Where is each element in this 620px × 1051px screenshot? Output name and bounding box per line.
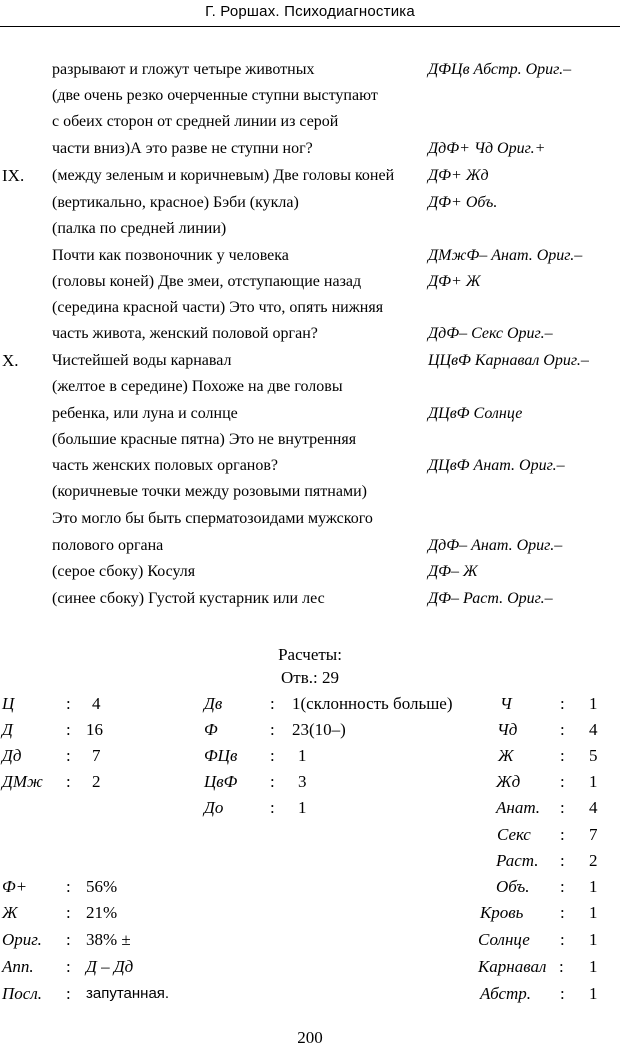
- score-row: [460, 825, 620, 849]
- response-line: [0, 298, 620, 322]
- score-separator: :: [270, 720, 275, 739]
- score-row: [460, 984, 620, 1008]
- score-label: Ц: [2, 694, 15, 713]
- response-line: [0, 112, 620, 136]
- score-separator: :: [270, 694, 275, 713]
- score-separator: :: [560, 851, 565, 870]
- score-label: Ж: [498, 746, 514, 765]
- score-label: Раст.: [496, 851, 539, 870]
- response-text: (головы коней) Две змеи, отступающие назад: [52, 273, 362, 290]
- score-label: Ориг.: [2, 930, 42, 949]
- score-label: ФЦв: [204, 746, 238, 765]
- response-line: [0, 509, 620, 533]
- score-row: [0, 720, 200, 744]
- card-number: X.: [2, 351, 19, 370]
- response-text: часть женских половых органов?: [52, 457, 279, 474]
- score-separator: :: [559, 957, 564, 976]
- response-text: Чистейшей воды карнавал: [52, 352, 232, 369]
- score-label: Анат.: [496, 798, 541, 817]
- score-label: ЦвФ: [204, 772, 238, 791]
- score-row: [0, 877, 250, 901]
- score-label: До: [204, 798, 224, 817]
- response-line: [0, 536, 620, 560]
- score-separator: :: [560, 772, 565, 791]
- score-row: [460, 903, 620, 927]
- score-value: 1: [298, 798, 307, 817]
- score-row: [200, 798, 460, 822]
- response-code: ДЦвФ Анат. Ориг.–: [428, 457, 565, 474]
- response-line: [0, 562, 620, 586]
- score-value: запутанная.: [86, 985, 170, 1002]
- response-code: ДФ+ Ж: [428, 273, 481, 290]
- score-separator: :: [560, 746, 565, 765]
- response-text: ребенка, или луна и солнце: [52, 405, 238, 422]
- score-separator: :: [270, 798, 275, 817]
- score-label: Ж: [2, 903, 18, 922]
- response-line: [0, 246, 620, 270]
- score-separator: :: [66, 720, 71, 739]
- score-value: 7: [589, 825, 598, 844]
- score-row: [0, 930, 250, 954]
- score-row: [200, 720, 460, 744]
- score-label: Дд: [2, 746, 22, 765]
- score-label: Дв: [204, 694, 223, 713]
- score-label: Жд: [496, 772, 521, 791]
- response-text: разрывают и гложут четыре животных: [52, 61, 315, 78]
- score-value: 4: [589, 720, 598, 739]
- response-text: части вниз)А это разве не ступни ног?: [52, 140, 313, 157]
- response-line: [0, 166, 620, 190]
- score-row: [460, 930, 620, 954]
- score-separator: :: [66, 957, 71, 976]
- score-value: 3: [298, 772, 307, 791]
- score-label: Посл.: [2, 984, 42, 1003]
- score-row: [0, 957, 250, 981]
- score-value: 1: [589, 984, 598, 1003]
- score-label: Кровь: [480, 903, 524, 922]
- score-separator: :: [560, 720, 565, 739]
- score-label: Солнце: [478, 930, 530, 949]
- score-separator: :: [560, 984, 565, 1003]
- score-row: [200, 746, 460, 770]
- response-text: Почти как позвоночник у человека: [52, 247, 289, 264]
- response-code: ДФ– Ж: [428, 563, 478, 580]
- score-separator: :: [66, 984, 71, 1003]
- response-line: [0, 456, 620, 480]
- response-code: ДФ– Раст. Ориг.–: [428, 590, 553, 607]
- response-line: [0, 139, 620, 163]
- score-row: [0, 984, 250, 1008]
- response-text: (большие красные пятна) Это не внутренняя: [52, 431, 357, 448]
- score-value: 38% ±: [86, 930, 131, 949]
- score-separator: :: [66, 746, 71, 765]
- response-line: [0, 404, 620, 428]
- score-label: Абстр.: [480, 984, 532, 1003]
- response-line: [0, 60, 620, 84]
- score-value: 4: [92, 694, 101, 713]
- score-row: [460, 772, 620, 796]
- response-line: [0, 430, 620, 454]
- score-separator: :: [66, 772, 71, 791]
- response-line: [0, 272, 620, 296]
- score-value: 1: [589, 772, 598, 791]
- response-code: ДМжФ– Анат. Ориг.–: [428, 247, 583, 264]
- score-value: 56%: [86, 877, 118, 896]
- score-separator: :: [66, 877, 71, 896]
- score-label: Апп.: [2, 957, 34, 976]
- score-separator: :: [66, 930, 71, 949]
- response-line: [0, 193, 620, 217]
- response-code: ДдФ– Секс Ориг.–: [428, 325, 553, 342]
- score-value: 2: [589, 851, 598, 870]
- score-label: Секс: [497, 825, 531, 844]
- score-separator: :: [270, 772, 275, 791]
- score-label: Ч: [500, 694, 512, 713]
- score-label: Карнавал: [478, 957, 547, 976]
- score-separator: :: [560, 694, 565, 713]
- page-header: [0, 0, 620, 27]
- score-value: 1: [589, 694, 598, 713]
- response-code: ДФЦв Абстр. Ориг.–: [428, 61, 572, 78]
- score-row: [0, 903, 250, 927]
- response-code: ДФ+ Жд: [428, 167, 489, 184]
- response-text: (коричневые точки между розовыми пятнами): [52, 483, 367, 500]
- response-code: ДЦвФ Солнце: [428, 405, 523, 422]
- response-text: (между зеленым и коричневым) Две головы коней: [52, 167, 395, 184]
- response-text: (желтое в середине) Похоже на две головы: [52, 378, 343, 395]
- card-number: IX.: [2, 166, 25, 185]
- score-separator: :: [560, 798, 565, 817]
- score-value: 7: [92, 746, 101, 765]
- response-line: [0, 377, 620, 401]
- score-label: Ф+: [2, 877, 28, 896]
- score-value: 16: [86, 720, 103, 739]
- response-line: [0, 482, 620, 506]
- score-row: [0, 772, 200, 796]
- response-code: ДдФ+ Чд Ориг.+: [428, 140, 546, 157]
- score-value: 5: [589, 746, 598, 765]
- running-title: Г. Роршах. Психодиагностика: [205, 3, 415, 20]
- score-value: 1: [589, 903, 598, 922]
- score-value: 4: [589, 798, 598, 817]
- score-separator: :: [560, 930, 565, 949]
- page-number: 200: [297, 1028, 323, 1047]
- response-text: с обеих сторон от средней линии из серой: [52, 113, 339, 130]
- score-separator: :: [66, 694, 71, 713]
- response-line: [0, 351, 620, 375]
- score-value: 1: [589, 930, 598, 949]
- score-separator: :: [270, 746, 275, 765]
- score-label: Чд: [497, 720, 518, 739]
- score-separator: :: [560, 877, 565, 896]
- response-line: [0, 589, 620, 613]
- response-text: (синее сбоку) Густой кустарник или лес: [52, 590, 325, 607]
- response-code: ДФ+ Объ.: [428, 194, 498, 211]
- response-code: ЦЦвФ Карнавал Ориг.–: [428, 352, 589, 369]
- score-value: 23(10–): [292, 720, 346, 739]
- response-text: (середина красной части) Это что, опять нижняя: [52, 299, 384, 316]
- response-code: ДдФ– Анат. Ориг.–: [428, 537, 563, 554]
- response-line: [0, 86, 620, 110]
- response-text: часть живота, женский половой орган?: [52, 325, 318, 342]
- score-value: 1(склонность больше): [292, 694, 453, 713]
- score-separator: :: [560, 825, 565, 844]
- responses-count: Отв.: 29: [281, 668, 339, 687]
- response-text: полового органа: [52, 537, 164, 554]
- score-value: 1: [298, 746, 307, 765]
- score-row: [460, 746, 620, 770]
- score-value: 2: [92, 772, 101, 791]
- score-row: [460, 720, 620, 744]
- score-row: [0, 746, 200, 770]
- score-separator: :: [560, 903, 565, 922]
- score-row: [200, 772, 460, 796]
- score-label: Ф: [204, 720, 218, 739]
- response-text: (серое сбоку) Косуля: [52, 563, 196, 580]
- score-row: [0, 694, 200, 718]
- score-label: Д: [2, 720, 13, 739]
- calculations-title: Расчеты:: [278, 645, 342, 664]
- score-row: [460, 877, 620, 901]
- response-text: (палка по средней линии): [52, 220, 227, 237]
- response-text: Это могло бы быть сперматозоидами мужского: [52, 510, 373, 527]
- score-label: ДМж: [2, 772, 43, 791]
- score-value: 1: [589, 957, 598, 976]
- score-label: Объ.: [496, 877, 530, 896]
- score-separator: :: [66, 903, 71, 922]
- score-value: Д – Дд: [86, 957, 134, 976]
- score-value: 1: [589, 877, 598, 896]
- score-row: [460, 957, 620, 981]
- response-text: (две очень резко очерченные ступни выступают: [52, 87, 378, 104]
- response-text: (вертикально, красное) Бэби (кукла): [52, 194, 299, 211]
- score-row: [460, 851, 620, 875]
- score-value: 21%: [86, 903, 118, 922]
- score-row: [200, 694, 460, 718]
- score-row: [460, 694, 620, 718]
- score-row: [460, 798, 620, 822]
- response-line: [0, 219, 620, 243]
- response-line: [0, 324, 620, 348]
